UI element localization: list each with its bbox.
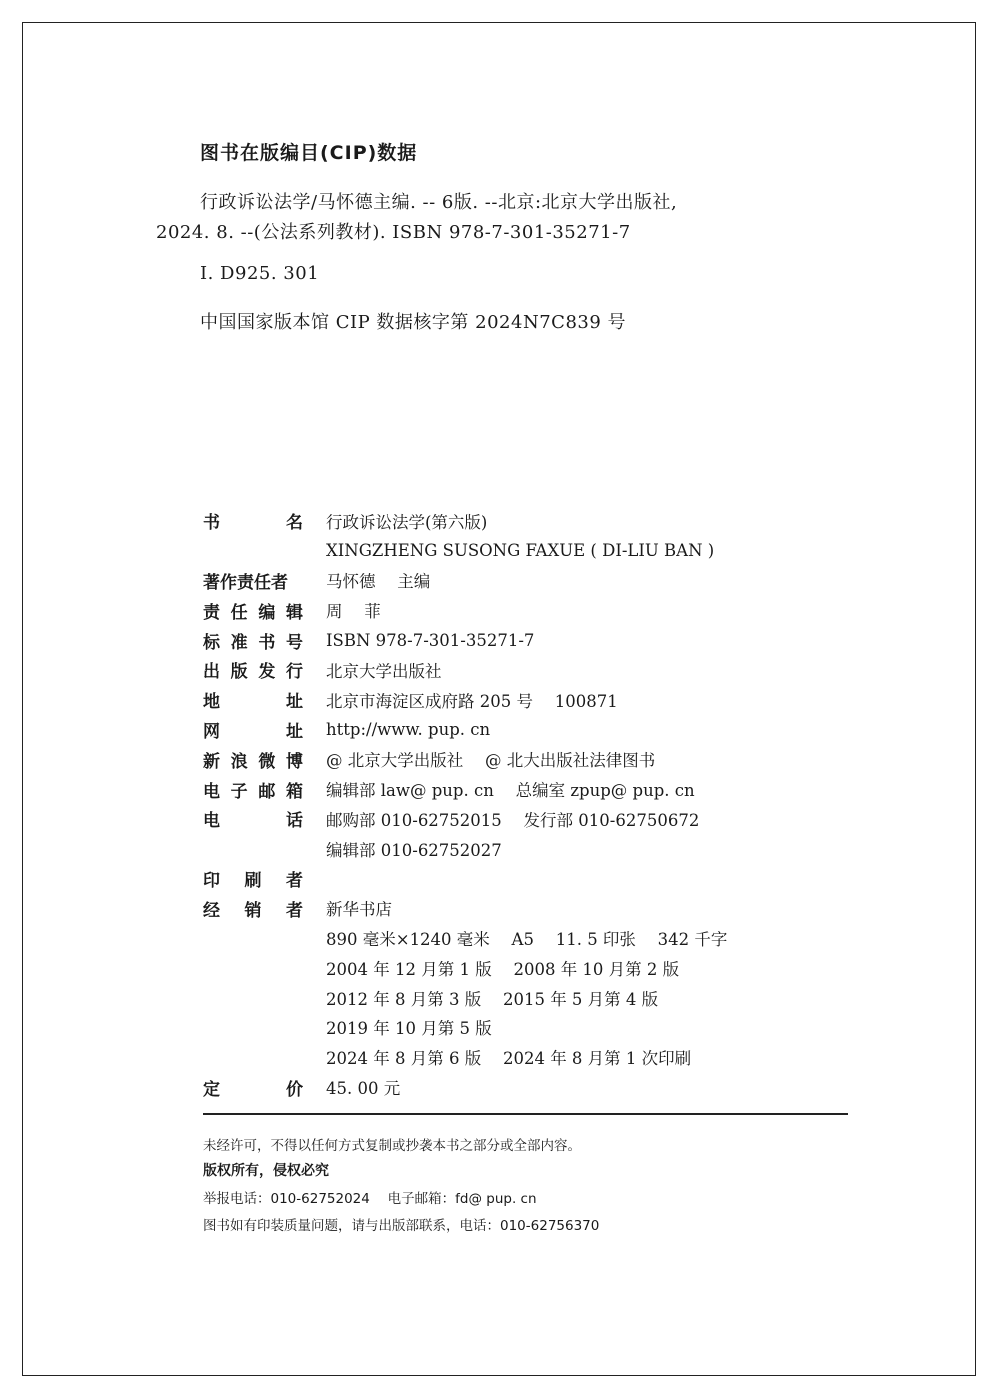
info-label-char: 箱 [285, 781, 303, 802]
info-value: XINGZHENG SUSONG FAXUE ( DI-LIU BAN ) [326, 541, 715, 561]
info-label [203, 598, 303, 623]
info-label-char: 行 [285, 662, 303, 683]
info-label-char: 话 [286, 811, 303, 832]
info-row [203, 923, 853, 953]
info-label-char: 微 [258, 751, 276, 772]
info-value: 周 菲 [326, 602, 381, 622]
info-value: 编辑部 010-62752027 [326, 840, 502, 860]
info-value: 2012 年 8 月第 3 版 2015 年 5 月第 4 版 [326, 989, 659, 1009]
info-value: 北京大学出版社 [326, 661, 442, 681]
info-value: 编辑部 law@ pup. cn 总编室 zpup@ pup. cn [326, 781, 695, 801]
info-label-char: 址 [286, 692, 303, 713]
info-label [203, 628, 303, 653]
info-label-char: 经 [203, 900, 220, 921]
info-label [203, 568, 303, 593]
info-label [203, 777, 303, 802]
info-row [203, 625, 853, 655]
info-value: 马怀德 主编 [326, 572, 431, 592]
cip-record-number: 中国国家版本馆 CIP 数据核字第 2024N7C839 号 [200, 312, 627, 333]
info-label [203, 687, 303, 712]
info-label-char: 刷 [244, 870, 262, 891]
footer-report-contact: 举报电话：010-62752024 电子邮箱：fd@ pup. cn [203, 1191, 537, 1207]
info-label-char: 标 [203, 632, 220, 653]
info-label-char: 浪 [230, 751, 248, 772]
copyright-info-table [203, 506, 853, 1102]
info-label-char: 出 [203, 662, 220, 683]
info-label [203, 747, 303, 772]
info-label-char: 者 [286, 900, 303, 921]
info-label-char: 发 [258, 662, 276, 683]
info-label [203, 896, 303, 921]
info-label [203, 657, 303, 682]
info-row [203, 953, 853, 983]
info-label-char: 版 [230, 662, 248, 683]
info-value: 890 毫米×1240 毫米 A5 11. 5 印张 342 千字 [326, 930, 728, 950]
info-label [203, 717, 303, 742]
info-row [203, 744, 853, 774]
info-label-char: 址 [286, 721, 303, 742]
info-label [203, 806, 303, 831]
info-row [203, 804, 853, 834]
info-row [203, 595, 853, 625]
info-label-char: 电 [203, 781, 220, 802]
info-label-char: 书 [203, 513, 220, 534]
info-row [203, 834, 853, 864]
info-value: ISBN 978-7-301-35271-7 [326, 630, 535, 650]
cip-line-2: 2024. 8. --(公法系列教材). ISBN 978-7-301-35271-7 [156, 222, 631, 243]
info-row [203, 1042, 853, 1072]
info-row [203, 1013, 853, 1043]
info-value: 45. 00 元 [326, 1079, 401, 1099]
info-value: 2024 年 8 月第 6 版 2024 年 8 月第 1 次印刷 [326, 1049, 692, 1069]
info-label-char: 电 [203, 811, 220, 832]
footer-copyright: 版权所有，侵权必究 [203, 1163, 329, 1179]
divider-rule [203, 1113, 848, 1115]
footer-notice: 未经许可，不得以任何方式复制或抄袭本书之部分或全部内容。 [203, 1138, 581, 1154]
info-row [203, 774, 853, 804]
info-row [203, 655, 853, 685]
info-value: 新华书店 [326, 900, 392, 920]
info-row [203, 893, 853, 923]
info-row [203, 715, 853, 745]
info-label-char: 名 [286, 513, 303, 534]
info-value: 北京市海淀区成府路 205 号 100871 [326, 691, 618, 711]
info-label-char: 销 [244, 900, 262, 921]
cip-classification: I. D925. 301 [200, 263, 320, 284]
info-label [203, 866, 303, 891]
info-row [203, 685, 853, 715]
info-label-char: 博 [285, 751, 303, 772]
info-row [203, 983, 853, 1013]
info-label-char: 子 [230, 781, 248, 802]
info-row [203, 864, 853, 894]
info-row [203, 536, 853, 566]
info-label-char: 责 [203, 602, 220, 623]
info-label-char: 定 [203, 1079, 220, 1100]
info-value: 邮购部 010-62752015 发行部 010-62750672 [326, 810, 700, 830]
cip-line-1: 行政诉讼法学/马怀德主编. -- 6版. --北京:北京大学出版社, [200, 192, 678, 213]
info-label-char: 者 [286, 870, 303, 891]
info-label-char: 编 [258, 602, 276, 623]
info-label-char: 书 [258, 632, 276, 653]
info-value: http://www. pup. cn [326, 719, 491, 739]
info-label-char: 邮 [258, 781, 276, 802]
info-label-char: 网 [203, 721, 220, 742]
info-label-char: 新 [203, 751, 220, 772]
info-label-char: 任 [230, 602, 248, 623]
info-label [203, 508, 303, 533]
info-label-char: 著作责任者 [203, 572, 288, 593]
info-label [203, 1075, 303, 1100]
footer-quality-contact: 图书如有印装质量问题，请与出版部联系，电话：010-62756370 [203, 1218, 600, 1234]
info-label-char: 准 [230, 632, 248, 653]
info-label-char: 辑 [285, 602, 303, 623]
info-row [203, 1072, 853, 1102]
info-label-char: 号 [285, 632, 303, 653]
info-row [203, 506, 853, 536]
info-value: 行政诉讼法学(第六版) [326, 512, 488, 532]
info-label-char: 价 [286, 1079, 303, 1100]
cip-title: 图书在版编目(CIP)数据 [200, 142, 418, 164]
info-label-char: 地 [203, 692, 220, 713]
info-label-char: 印 [203, 870, 220, 891]
info-value: 2019 年 10 月第 5 版 [326, 1019, 492, 1039]
info-value: @ 北京大学出版社 @ 北大出版社法律图书 [326, 751, 656, 771]
info-value: 2004 年 12 月第 1 版 2008 年 10 月第 2 版 [326, 959, 680, 979]
info-row [203, 566, 853, 596]
